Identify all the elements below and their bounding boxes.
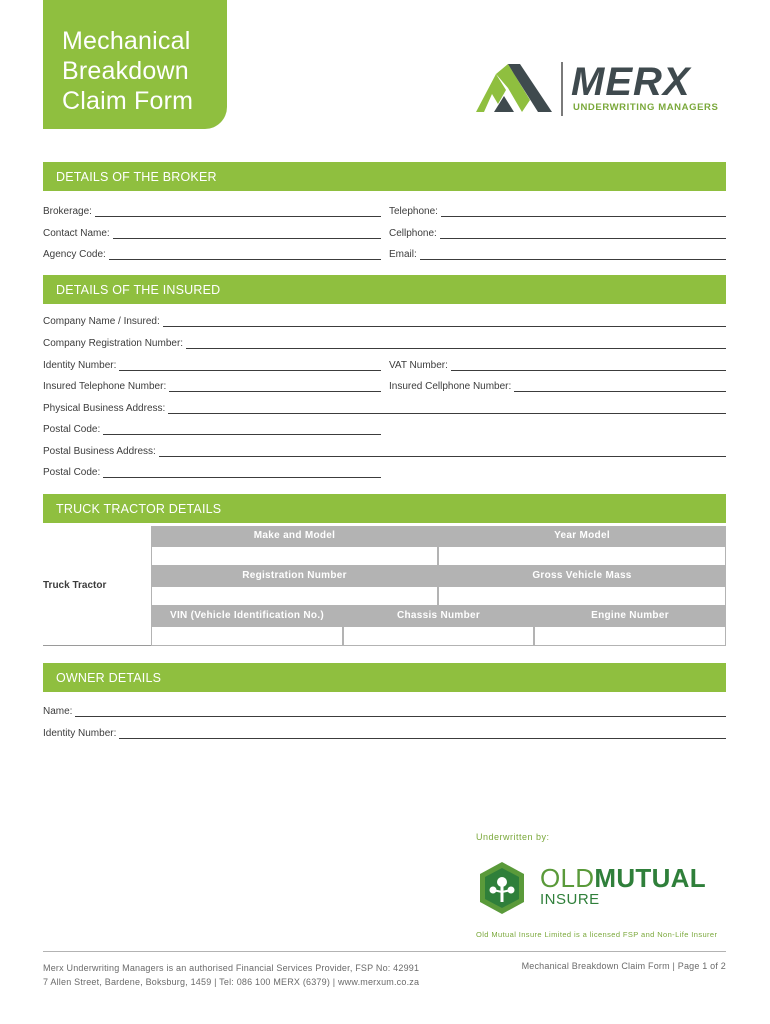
registration-header: Registration Number [151,566,438,586]
cellphone-label: Cellphone: [389,228,437,239]
vin-header: VIN (Vehicle Identification No.) [151,606,343,626]
owner-name-field[interactable] [43,703,726,717]
truck-tractor-label: Truck Tractor [43,580,107,591]
email-line[interactable] [420,249,726,260]
postal-code-2-field[interactable] [43,464,381,478]
gvm-cell[interactable] [438,586,726,606]
insured-cellphone-field[interactable] [389,378,726,392]
postal-code-1-label: Postal Code: [43,424,101,435]
chassis-cell[interactable] [343,626,534,646]
company-name-field[interactable] [43,313,726,327]
email-label: Email: [389,249,417,260]
footer-line-2: 7 Allen Street, Bardene, Boksburg, 1459 | Tel: 086 100 MERX (6379) | www.merxum.co.za [43,977,420,987]
owner-identity-label: Identity Number: [43,728,117,739]
insured-cellphone-label: Insured Cellphone Number: [389,381,512,392]
telephone-line[interactable] [441,206,726,217]
brokerage-label: Brokerage: [43,206,92,217]
identity-number-label: Identity Number: [43,360,117,371]
company-reg-label: Company Registration Number: [43,338,184,349]
owner-identity-field[interactable] [43,725,726,739]
postal-code-2-line[interactable] [103,467,381,478]
insured-telephone-field[interactable] [43,378,381,392]
agency-code-line[interactable] [109,249,381,260]
form-title-tab [43,0,227,129]
agency-code-field[interactable] [43,246,381,260]
contact-name-line[interactable] [113,228,381,239]
vat-number-label: VAT Number: [389,360,448,371]
telephone-label: Telephone: [389,206,438,217]
footer-page-info: Mechanical Breakdown Claim Form | Page 1 of 2 [521,961,726,971]
owner-section-heading: OWNER DETAILS [43,663,726,692]
vin-cell[interactable] [151,626,343,646]
gvm-header: Gross Vehicle Mass [438,566,726,586]
postal-address-field[interactable] [43,443,726,457]
om-logo-wordmark [540,864,706,892]
company-reg-line[interactable] [186,338,726,349]
vat-number-line[interactable] [451,360,726,371]
contact-name-label: Contact Name: [43,228,110,239]
contact-name-field[interactable] [43,225,381,239]
form-title-line-3: Claim Form [62,87,194,115]
engine-header: Engine Number [534,606,726,626]
physical-address-line[interactable] [168,403,726,414]
engine-cell[interactable] [534,626,726,646]
telephone-field[interactable] [389,203,726,217]
cellphone-line[interactable] [440,228,726,239]
owner-name-line[interactable] [75,706,726,717]
year-model-header: Year Model [438,526,726,546]
om-logo-insure: INSURE [540,891,600,908]
cellphone-field[interactable] [389,225,726,239]
insured-cellphone-line[interactable] [514,381,726,392]
om-logo-old: OLD [540,863,595,893]
merx-mountain-logo-icon [474,60,556,116]
make-model-header: Make and Model [151,526,438,546]
broker-section-heading: DETAILS OF THE BROKER [43,162,726,191]
old-mutual-tree-logo-icon [474,860,530,916]
insured-telephone-line[interactable] [169,381,381,392]
footer-divider [43,951,726,952]
truck-section-heading: TRUCK TRACTOR DETAILS [43,494,726,523]
make-model-cell[interactable] [151,546,438,566]
vat-number-field[interactable] [389,357,726,371]
form-title-line-2: Breakdown [62,57,189,85]
physical-address-field[interactable] [43,400,726,414]
postal-code-1-field[interactable] [43,421,381,435]
logo-subtitle: UNDERWRITING MANAGERS [573,102,719,113]
old-mutual-logo [474,858,726,918]
registration-cell[interactable] [151,586,438,606]
postal-address-line[interactable] [159,446,726,457]
om-logo-mutual: MUTUAL [594,863,706,893]
brokerage-field[interactable] [43,203,381,217]
postal-address-label: Postal Business Address: [43,446,156,457]
company-name-line[interactable] [163,316,726,327]
brokerage-line[interactable] [95,206,381,217]
year-model-cell[interactable] [438,546,726,566]
chassis-header: Chassis Number [343,606,534,626]
company-name-label: Company Name / Insured: [43,316,160,327]
agency-code-label: Agency Code: [43,249,106,260]
insured-telephone-label: Insured Telephone Number: [43,381,167,392]
merx-logo [474,60,726,116]
owner-identity-line[interactable] [119,728,726,739]
identity-number-field[interactable] [43,357,381,371]
email-field[interactable] [389,246,726,260]
footer-line-1: Merx Underwriting Managers is an authorised Financial Services Provider, FSP No: 42991 [43,963,420,973]
postal-code-2-label: Postal Code: [43,467,101,478]
company-reg-field[interactable] [43,335,726,349]
footer-company-info [43,961,419,989]
underwritten-by-label: Underwritten by: [476,832,550,842]
physical-address-label: Physical Business Address: [43,403,166,414]
om-licence-note: Old Mutual Insure Limited is a licensed FSP and Non-Life Insurer [476,930,718,939]
logo-divider [561,62,563,116]
identity-number-line[interactable] [119,360,381,371]
form-title-line-1: Mechanical [62,27,191,55]
insured-section-heading: DETAILS OF THE INSURED [43,275,726,304]
postal-code-1-line[interactable] [103,424,381,435]
logo-wordmark: MERX [571,60,691,104]
owner-name-label: Name: [43,706,73,717]
